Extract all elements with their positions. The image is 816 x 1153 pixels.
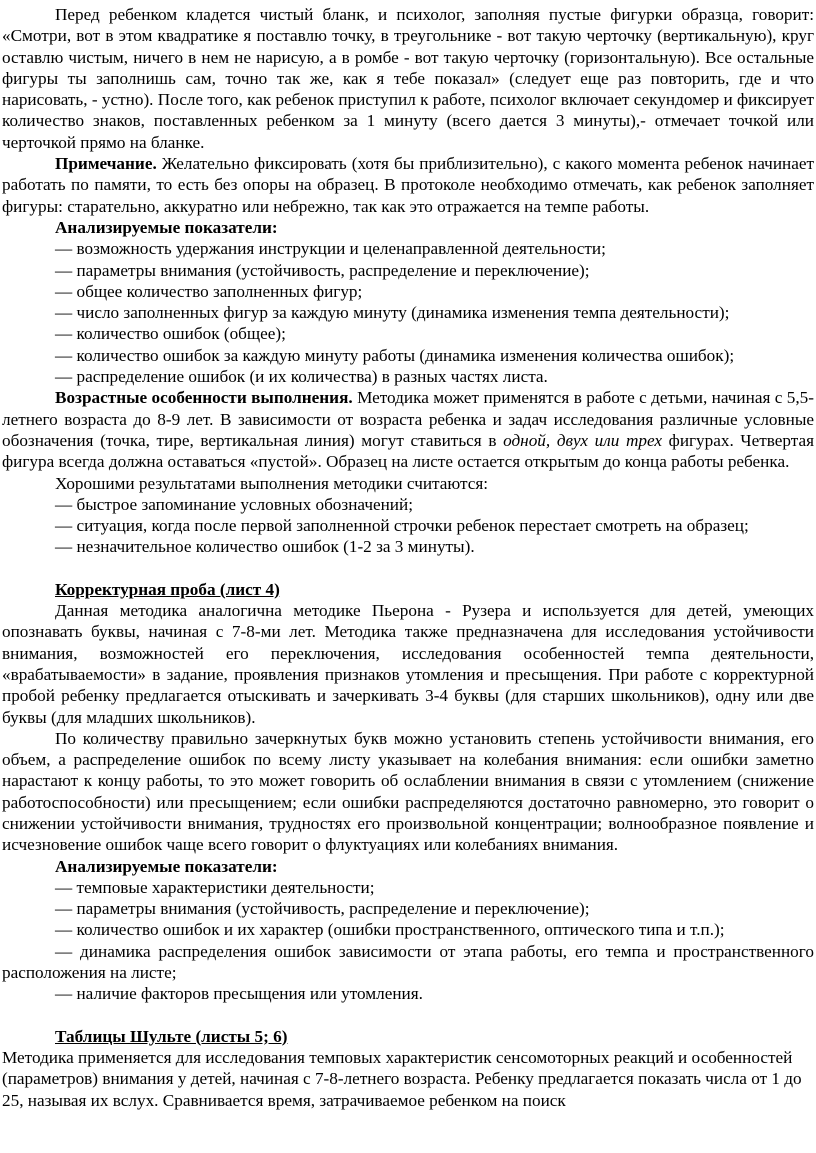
note-text: Желательно фиксировать (хотя бы приблизительно), с какого момента ребенок начинает работать по памяти, то есть без опоры на образец. В протоколе необходимо отмечать, как ребенок заполняет фигуры: старательно, аккуратно или небрежно, так как это отражается на темпе работы. — [2, 154, 814, 216]
age-italic: одной, двух или трех — [503, 430, 663, 450]
age-label: Возрастные особенности выполнения. — [55, 388, 353, 408]
indicator-item-7: — распределение ошибок (и их количества) в разных частях листа. — [55, 367, 548, 387]
correction-test-paragraph-1: Данная методика аналогична методике Пьерона - Рузера и используется для детей, умеющих опознавать буквы, начиная с 7-8-ми лет. Методика также предназначена для исследования устойчивости внимания, возможностей его переключения, исследования особенностей темпа деятельности, «врабатываемости» в задание, проявления признаков утомления и пресыщения. При работе с корректурной пробой ребенку предлагается отыскивать и зачеркивать 3-4 буквы (для старших школьников), одну или две буквы (для младших школьников). — [2, 601, 814, 727]
note-paragraph — [2, 153, 814, 217]
indicator-item-6: — количество ошибок за каждую минуту работы (динамика изменения количества ошибок); — [55, 345, 735, 365]
schulte-paragraph: Методика применяется для исследования темповых характеристик сенсомоторных реакций и особенностей (параметров) внимания у детей, начиная с 7-8-летнего возраста. Ребенку предлагается показать числа от 1 до 25, называя их вслух. Сравнивается время, затрачиваемое ребенком на поиск — [2, 1047, 802, 1110]
indicators-heading-1: Анализируемые показатели: — [55, 217, 278, 237]
good-result-item-2: — ситуация, когда после первой заполненной строчки ребенок перестает смотреть на образец; — [55, 516, 749, 536]
note-label: Примечание. — [55, 154, 157, 174]
instruction-paragraph: Перед ребенком кладется чистый бланк, и психолог, заполняя пустые фигурки образца, говорит: «Смотри, вот в этом квадратике я поставлю точку, в треугольнике - вот такую черточку (вертикальную), круг оставлю чистым, ничего в нем не нарисую, а в ромбе - вот такую черточку (горизонтальную). Все остальные фигуры ты заполнишь сам, точно так же, как я тебе показал» (следует еще раз повторить, где и что нарисовать, - устно). После того, как ребенок приступил к работе, психолог включает секундомер и фиксирует количество знаков, поставленных ребенком за 1 минуту (всего дается 3 минуты),- отмечает точкой или черточкой прямо на бланке. — [2, 5, 814, 152]
age-paragraph — [2, 387, 814, 472]
spacer — [2, 1005, 814, 1026]
spacer — [2, 558, 814, 579]
good-result-item-3: — незначительное количество ошибок (1-2 за 3 минуты). — [55, 537, 475, 557]
indicator-item-3: — общее количество заполненных фигур; — [55, 281, 363, 301]
age-text-a: Методика может применятся в работе с детьми, начиная с 5,5-летнего возраста до 8-9 лет. В зависимости от возраста ребенка и задач исследования различные условные обозначения (точка, тире, вертикальная линия) могут ставиться в — [2, 388, 814, 450]
indicator2-item-5: — наличие факторов пресыщения или утомления. — [55, 984, 423, 1004]
correction-test-paragraph-2: По количеству правильно зачеркнутых букв можно установить степень устойчивости внимания, его объем, а распределение ошибок по всему листу указывает на колебания внимания: если ошибки заметно нарастают к концу работы, то это может говорить об ослаблении внимания в связи с утомлением (снижение работоспособности) или пресыщением; если ошибки распределяются достаточно равномерно, это говорит о снижении устойчивости внимания, трудностях его произвольной концентрации; волнообразное появление и исчезновение ошибок чаще всего говорит о флуктуациях или колебаниях внимания. — [2, 728, 814, 855]
indicators-heading-2: Анализируемые показатели: — [55, 856, 278, 876]
indicator-item-1: — возможность удержания инструкции и целенаправленной деятельности; — [55, 239, 606, 259]
indicator-item-4: — число заполненных фигур за каждую минуту (динамика изменения темпа деятельности); — [55, 303, 730, 323]
good-results-intro: Хорошими результатами выполнения методики считаются: — [55, 473, 489, 493]
indicator2-item-1: — темповые характеристики деятельности; — [55, 877, 375, 897]
indicator2-item-4: — динамика распределения ошибок зависимости от этапа работы, его темпа и пространственного расположения на листе; — [2, 941, 814, 983]
age-text-b: фигурах. Четвертая фигура всегда должна оставаться «пустой». Образец на листе остается открытым до конца работы ребенка. — [2, 430, 814, 472]
section-title-schulte-tables: Таблицы Шульте (листы 5; 6) — [55, 1026, 288, 1046]
indicator-item-2: — параметры внимания (устойчивость, распределение и переключение); — [55, 260, 590, 280]
indicator2-item-2: — параметры внимания (устойчивость, распределение и переключение); — [55, 899, 590, 919]
indicator-item-5: — количество ошибок (общее); — [55, 324, 286, 344]
good-result-item-1: — быстрое запоминание условных обозначений; — [55, 494, 413, 514]
section-title-correction-test: Корректурная проба (лист 4) — [55, 579, 280, 599]
indicator2-item-3: — количество ошибок и их характер (ошибки пространственного, оптического типа и т.п.); — [55, 920, 725, 940]
